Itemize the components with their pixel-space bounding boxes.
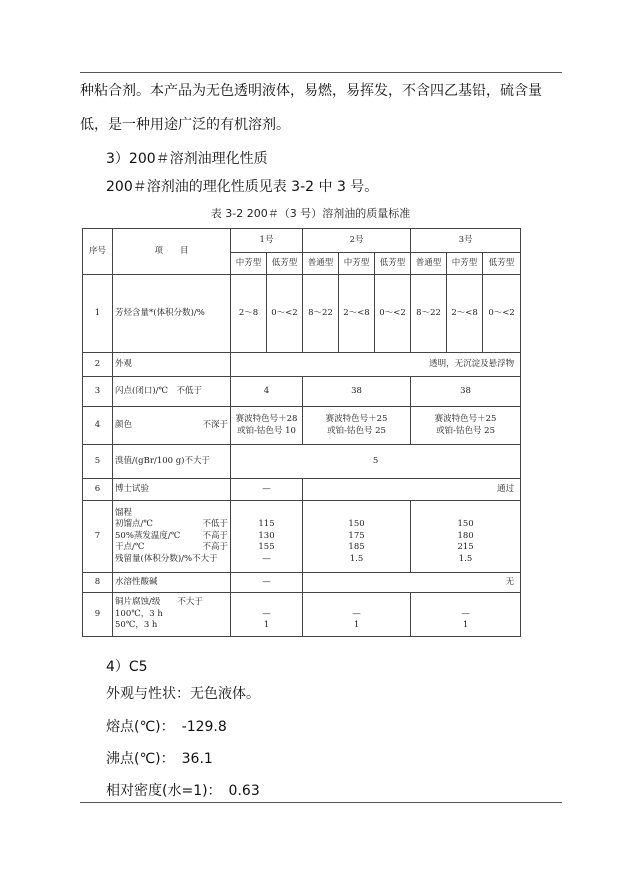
row-item-title: 铜片腐蚀/级 不大于	[115, 597, 203, 608]
cell-line: 150	[457, 519, 474, 530]
row-item: 博士试验	[113, 479, 231, 501]
row-item: 芳烃含量*(体积分数)/%	[113, 275, 231, 353]
table-row	[83, 593, 521, 637]
table-row	[83, 377, 521, 407]
table-cell: 2～8	[231, 275, 267, 353]
paragraph-line: 200＃溶剂油的理化性质见表 3-2 中 3 号。	[106, 179, 379, 195]
table-cell	[231, 501, 303, 573]
row-number: 1	[83, 275, 113, 353]
table-cell: 透明，无沉淀及悬浮物	[231, 353, 521, 377]
row-number: 2	[83, 353, 113, 377]
cell-line: 150	[348, 519, 365, 530]
cell-line: 1	[263, 620, 270, 631]
table-cell: 0～<2	[375, 275, 411, 353]
table-cell	[303, 407, 411, 445]
row-item-name: 颜色	[115, 419, 133, 430]
cell-line	[305, 508, 408, 519]
subheader-cell: 普通型	[303, 253, 339, 275]
paragraph-line: 种粘合剂。本产品为无色透明液体，易燃，易挥发，不含四乙基铅，硫含量	[80, 83, 542, 99]
sub-condition: 不高于	[202, 542, 228, 553]
row-item	[113, 593, 231, 637]
table-row	[83, 407, 521, 445]
cell-line	[233, 508, 300, 519]
table-cell	[303, 593, 411, 637]
header-item: 项 目	[113, 229, 231, 275]
cell-line: 180	[457, 530, 474, 541]
subheader-cell: 低芳型	[483, 253, 521, 275]
cell-line: 赛波特色号＋25	[434, 414, 497, 425]
sub-item: 干点/℃	[115, 542, 145, 553]
sub-item: 50℃，3 h	[115, 620, 158, 631]
bottom-rule	[80, 802, 562, 803]
table-cell: 8～22	[411, 275, 447, 353]
cell-line: 215	[457, 542, 474, 553]
table-cell: —	[231, 573, 303, 593]
table-caption: 表 3-2 200＃（3 号）溶剂油的质量标准	[210, 207, 411, 220]
cell-line: 赛波特色号＋25	[325, 414, 388, 425]
table-cell	[231, 407, 303, 445]
table-cell: 0～<2	[267, 275, 303, 353]
table-header-row	[83, 229, 521, 253]
table-cell: —	[231, 479, 303, 501]
sub-item: 100℃，3 h	[115, 608, 163, 619]
row-item-title: 馏程	[115, 507, 133, 518]
header-seq: 序号	[83, 229, 113, 275]
table-cell: 0～<2	[483, 275, 521, 353]
cell-line: 115	[258, 519, 275, 530]
row-item: 外观	[113, 353, 231, 377]
table-row	[83, 353, 521, 377]
cell-line	[305, 597, 408, 608]
table-cell	[303, 501, 411, 573]
cell-line: 或铂-钴色号 25	[327, 425, 386, 436]
quality-standard-table	[82, 228, 521, 637]
header-grade-3: 3号	[411, 229, 521, 253]
subheader-cell: 低芳型	[375, 253, 411, 275]
table-cell: 38	[303, 377, 411, 407]
table-cell: 8～22	[303, 275, 339, 353]
property-line: 沸点(℃)： 36.1	[106, 751, 213, 767]
table-cell: 无	[303, 573, 521, 593]
table-row	[83, 275, 521, 353]
property-line: 熔点(℃)： -129.8	[106, 719, 227, 735]
property-line: 相对密度(水=1)： 0.63	[106, 783, 260, 799]
row-item: 闪点(闭口)/℃ 不低于	[113, 377, 231, 407]
row-number: 4	[83, 407, 113, 445]
cell-line: —	[262, 608, 271, 619]
table-cell: 4	[231, 377, 303, 407]
property-line: 外观与性状：无色液体。	[106, 686, 260, 702]
cell-line	[413, 597, 518, 608]
sub-condition: 不高于	[202, 530, 228, 541]
subheader-cell: 普通型	[411, 253, 447, 275]
table-cell	[411, 407, 521, 445]
subheader-cell: 低芳型	[267, 253, 303, 275]
table-cell: 通过	[303, 479, 521, 501]
row-condition: 不深于	[202, 419, 228, 430]
table-cell: 2～<8	[447, 275, 483, 353]
sub-item: 初馏点/℃	[115, 519, 153, 530]
table-cell: 38	[411, 377, 521, 407]
cell-line: 赛波特色号＋28	[235, 414, 298, 425]
cell-line: 130	[258, 530, 275, 541]
cell-line: 1	[353, 620, 360, 631]
table-cell: 5	[231, 445, 521, 479]
table-cell	[231, 593, 303, 637]
row-number: 6	[83, 479, 113, 501]
header-grade-2: 2号	[303, 229, 411, 253]
subheader-cell: 中芳型	[339, 253, 375, 275]
sub-item: 残留量(体积分数)/%不大于	[115, 553, 218, 564]
table-cell	[411, 501, 521, 573]
row-item	[113, 407, 231, 445]
row-number: 8	[83, 573, 113, 593]
row-item: 水溶性酸碱	[113, 573, 231, 593]
row-number: 9	[83, 593, 113, 637]
cell-line: 175	[348, 530, 365, 541]
row-number: 5	[83, 445, 113, 479]
cell-line: 1.5	[349, 553, 364, 564]
sub-item: 50%蒸发温度/℃	[115, 530, 181, 541]
cell-line: —	[461, 608, 470, 619]
table-row	[83, 573, 521, 593]
header-grade-1: 1号	[231, 229, 303, 253]
subheader-cell: 中芳型	[447, 253, 483, 275]
subheader-cell: 中芳型	[231, 253, 267, 275]
cell-line: 或铂-钴色号 25	[436, 425, 495, 436]
paragraph-line: 低，是一种用途广泛的有机溶剂。	[80, 117, 290, 133]
row-item	[113, 501, 231, 573]
row-item: 溴值/(gBr/100 g)不大于	[113, 445, 231, 479]
section-heading: 4）C5	[106, 659, 148, 675]
section-heading: 3）200＃溶剂油理化性质	[106, 151, 268, 167]
cell-line	[233, 597, 300, 608]
row-number: 7	[83, 501, 113, 573]
table-row	[83, 501, 521, 573]
cell-line: 1	[462, 620, 469, 631]
top-rule	[80, 72, 562, 73]
table-cell: 2～<8	[339, 275, 375, 353]
sub-condition: 不低于	[202, 519, 228, 530]
cell-line: 1.5	[458, 553, 473, 564]
table-row	[83, 445, 521, 479]
cell-line: —	[262, 553, 271, 564]
cell-line: 155	[258, 542, 275, 553]
cell-line	[413, 508, 518, 519]
table-row	[83, 479, 521, 501]
cell-line: 或铂-钴色号 10	[237, 425, 296, 436]
row-number: 3	[83, 377, 113, 407]
table-cell	[411, 593, 521, 637]
cell-line: —	[352, 608, 361, 619]
cell-line: 185	[348, 542, 365, 553]
